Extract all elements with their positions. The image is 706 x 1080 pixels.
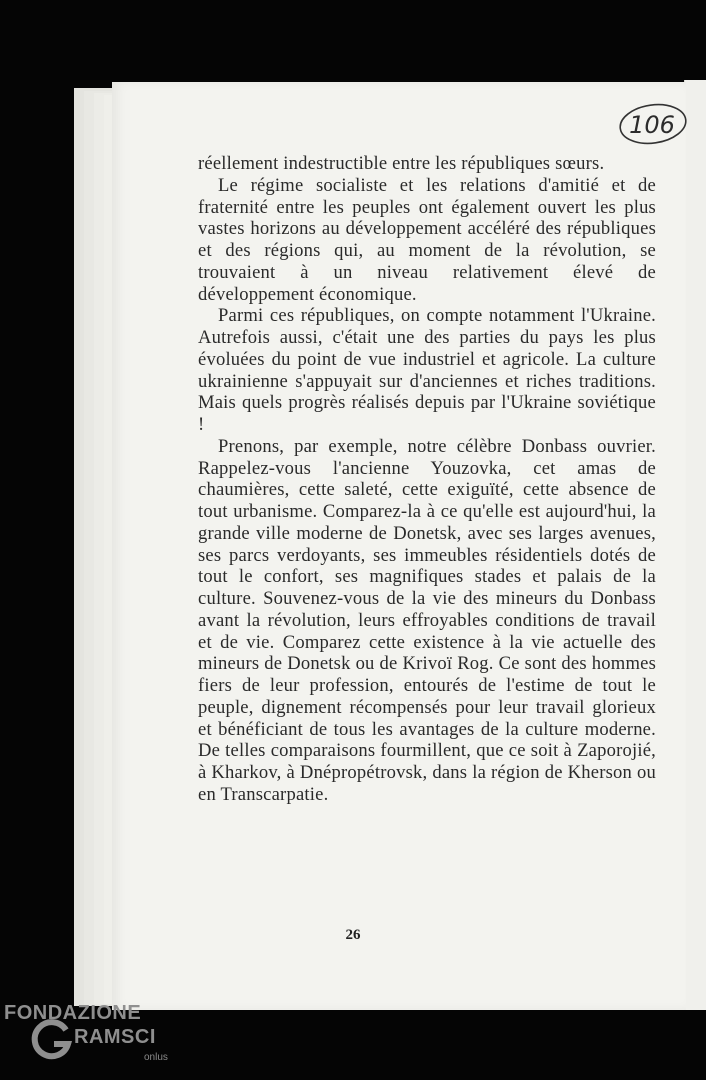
paragraph: Le régime socialiste et les relations d'amitié et de fraternité entre les peuples ont également ouvert les plus vastes horizons au développement accéléré des républiques et des régions qui, au moment de la révolution, se trouvaient à un niveau relativement élevé de développement économique. [198,174,656,305]
body-text [198,153,656,806]
paragraph: Parmi ces républiques, on compte notamment l'Ukraine. Autrefois aussi, c'était une des parties du pays les plus évoluées du point de vue industriel et agricole. La culture ukrainienne s'appuyait sur d'anciennes et riches traditions. Mais quels progrès réalisés depuis par l'Ukraine soviétique ! [198,305,656,435]
paragraph: Prenons, par exemple, notre célèbre Donbass ouvrier. Rappelez-vous l'ancienne Youzovka, cet amas de chaumières, cette saleté, cette exiguïté, cette absence de tout urbanisme. Comparez-la à ce qu'elle est aujourd'hui, la grande ville moderne de Donetsk, avec ses larges avenues, ses parcs verdoyants, ses immeubles résidentiels dotés de tout le confort, ses magnifiques stades et palais de la culture. Souvenez-vous de la vie des mineurs du Donbass avant la révolution, leurs effroyables conditions de travail et de vie. Comparez cette existence à la vie actuelle des mineurs de Donetsk ou de Krivoï Rog. Ce sont des hommes fiers de leur profession, entourés de l'estime de tout le peuple, dignement récompensés pour leur travail glorieux et bénéficiant de tous les avantages de la culture moderne. De telles comparaisons fourmillent, que ce soit à Zaporojié, à Kharkov, à Dnépropétrovsk, dans la région de Kherson ou en Transcarpatie. [198,435,656,805]
logo-suffix: onlus [144,1052,168,1063]
logo-line2: RAMSCI [74,1026,156,1048]
logo-g-icon [28,1016,74,1062]
watermark-logo [4,1002,184,1076]
handwritten-page-number [616,98,690,150]
facing-page-edge [684,80,706,1010]
page-number: 26 [345,927,361,943]
logo-line1: FONDAZIONE [4,1002,142,1024]
handwritten-number-text: 106 [629,111,675,139]
paragraph: réellement indestructible entre les républiques sœurs. [198,153,605,174]
